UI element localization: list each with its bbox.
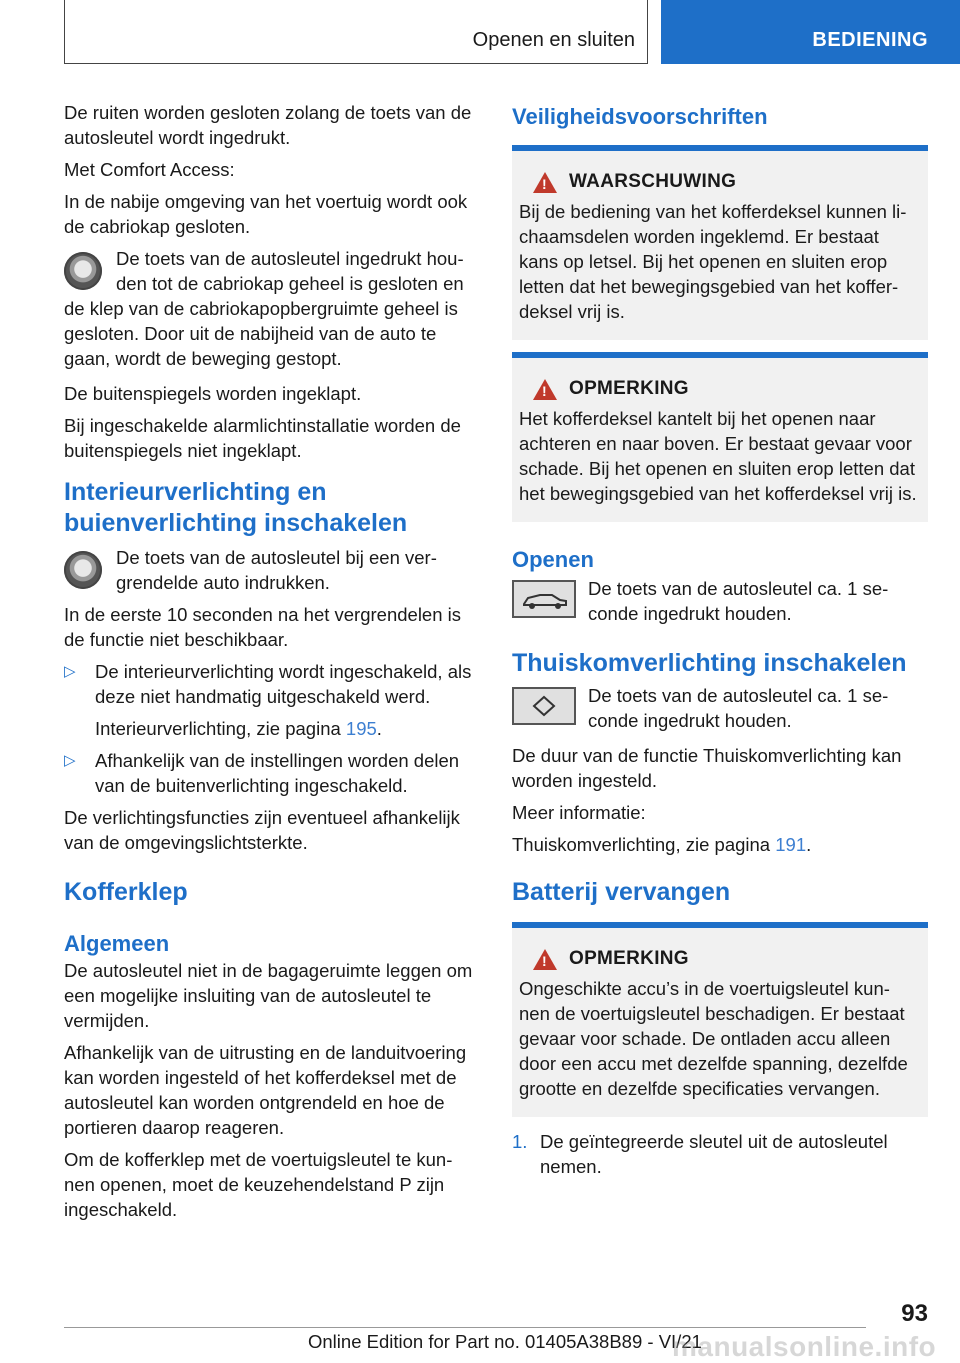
subsection-heading: Openen (512, 547, 594, 572)
instruction-text: de klep van de cabriokapopbergruimte geheel is gesloten. Door uit de nabijheid van de auto te gaan, wordt de beweging gestopt. (64, 298, 458, 369)
watermark: manualsonline.info (672, 1331, 937, 1362)
notice-box (512, 922, 928, 1117)
reference-text: Interieurverlichting, zie pagina (95, 718, 346, 739)
instruction-line: De toets van de autosleutel ingedrukt hou- (116, 248, 464, 269)
section-heading: Batterij vervangen (512, 878, 731, 906)
warning-box (512, 145, 928, 340)
warning-triangle-icon (533, 949, 557, 970)
notice-header (519, 378, 920, 400)
section-heading: Interieurverlichting en buienverlichting inschakelen (64, 478, 408, 537)
reference-text: Thuiskomverlichting, zie pagina (512, 834, 776, 855)
chapter-tab-label: BEDIENING (812, 29, 928, 51)
footer-divider (64, 1327, 866, 1328)
page-link[interactable]: 195 (345, 718, 377, 739)
left-column (64, 100, 482, 1229)
triangle-bullet-icon: ▷ (64, 752, 76, 769)
notice-box (512, 352, 928, 522)
car-key-icon (64, 252, 102, 290)
paragraph: Afhankelijk van de uitrusting en de landuitvoering kan worden ingesteld of het kofferdeksel met de autosleutel kan worden ontgrendeld en hoe de portieren daarop reageren. (64, 1042, 467, 1138)
notice-title: OPMERKING (569, 378, 689, 399)
car-key-icon (64, 551, 102, 589)
triangle-bullet-icon: ▷ (64, 663, 76, 680)
bullet-list (64, 659, 482, 798)
instruction-text: De toets van de autosleutel ca. 1 se-conde ingedrukt houden. (588, 685, 889, 731)
warning-text: Bij de bediening van het kofferdeksel kunnen li-chaamsdelen worden ingeklemd. Er bestaat kans op letsel. Bij het openen en sluiten erop letten dat het bewegingsgebied van het koffer-deksel vrij is. (519, 201, 907, 322)
key-instruction (64, 246, 482, 371)
paragraph: Bij ingeschakelde alarmlichtinstallatie worden de buitenspiegels niet ingeklapt. (64, 415, 461, 461)
section-heading: Veiligheidsvoorschriften (512, 104, 768, 129)
button-instruction (512, 683, 928, 733)
list-item-text: De interieurverlichting wordt ingeschakeld, als deze niet handmatig uitgeschakeld werd. (95, 661, 472, 707)
paragraph: In de eerste 10 seconden na het vergrendelen is de functie niet beschikbaar. (64, 604, 462, 650)
notice-header (519, 948, 920, 970)
reference-end: . (806, 834, 812, 855)
home-light-button-icon (512, 687, 576, 725)
paragraph: Meer informatie: (512, 802, 646, 823)
warning-title: WAARSCHUWING (569, 171, 737, 192)
instruction-text: De toets van de autosleutel ca. 1 se-conde ingedrukt houden. (588, 578, 889, 624)
reference-end: . (376, 718, 382, 739)
warning-header (519, 171, 920, 193)
paragraph: Met Comfort Access: (64, 159, 235, 180)
numbered-step (512, 1129, 928, 1179)
instruction-text: De toets van de autosleutel bij een ver-grendelde auto indrukken. (116, 547, 437, 593)
page-number: 93 (901, 1300, 928, 1327)
cross-reference (512, 832, 928, 857)
trunk-button-icon (512, 580, 576, 618)
cross-reference (95, 716, 482, 741)
chapter-tab[interactable] (661, 0, 960, 64)
paragraph: De duur van de functie Thuiskomverlichting kan worden ingesteld. (512, 745, 902, 791)
button-instruction (512, 576, 928, 626)
step-number: 1. (512, 1131, 528, 1152)
paragraph: De verlichtingsfuncties zijn eventueel afhankelijk van de omgevingslichtsterkte. (64, 807, 460, 853)
warning-triangle-icon (533, 172, 557, 193)
list-item (64, 659, 482, 741)
list-item-text: Afhankelijk van de instellingen worden delen van de buitenverlichting ingeschakeld. (95, 750, 460, 796)
right-column (512, 100, 928, 1179)
key-instruction (64, 545, 482, 595)
page-link[interactable]: 191 (775, 834, 807, 855)
page-header (0, 0, 960, 66)
notice-text: Ongeschikte accu’s in de voertuigsleutel kun-nen de voertuigsleutel beschadigen. Er bestaat gevaar voor schade. De ontladen accu alleen door een accu met dezelfde spanning, dezelfde grootte en dezelfde specificaties vervangen. (519, 978, 908, 1099)
paragraph: De ruiten worden gesloten zolang de toets van de autosleutel wordt ingedrukt. (64, 102, 472, 148)
list-item (64, 748, 482, 798)
edition-footer: Online Edition for Part no. 01405A38B89 - VI/21 (308, 1331, 702, 1352)
subsection-heading: Algemeen (64, 931, 170, 956)
paragraph: De autosleutel niet in de bagageruimte leggen om een mogelijke insluiting van de autosleutel te vermijden. (64, 960, 473, 1031)
warning-triangle-icon (533, 379, 557, 400)
section-heading: Thuiskomverlichting inschakelen (512, 649, 907, 677)
section-title-box (64, 0, 648, 64)
notice-text: Het kofferdeksel kantelt bij het openen naar achteren en naar boven. Er bestaat gevaar voor schade. Bij het openen en sluiten erop letten dat het bewegingsgebied van het kofferdeksel vrij is. (519, 408, 917, 504)
paragraph: De buitenspiegels worden ingeklapt. (64, 383, 362, 404)
paragraph: In de nabije omgeving van het voertuig wordt ook de cabriokap gesloten. (64, 191, 468, 237)
paragraph: Om de kofferklep met de voertuigsleutel te kun-nen openen, moet de keuzehendelstand P zijn ingeschakeld. (64, 1149, 453, 1220)
instruction-line: den tot de cabriokap geheel is gesloten en (116, 273, 464, 294)
notice-title: OPMERKING (569, 948, 689, 969)
section-title: Openen en sluiten (472, 29, 635, 51)
step-text: De geïntegreerde sleutel uit de autosleutel nemen. (540, 1131, 888, 1177)
section-heading: Kofferklep (64, 878, 188, 906)
